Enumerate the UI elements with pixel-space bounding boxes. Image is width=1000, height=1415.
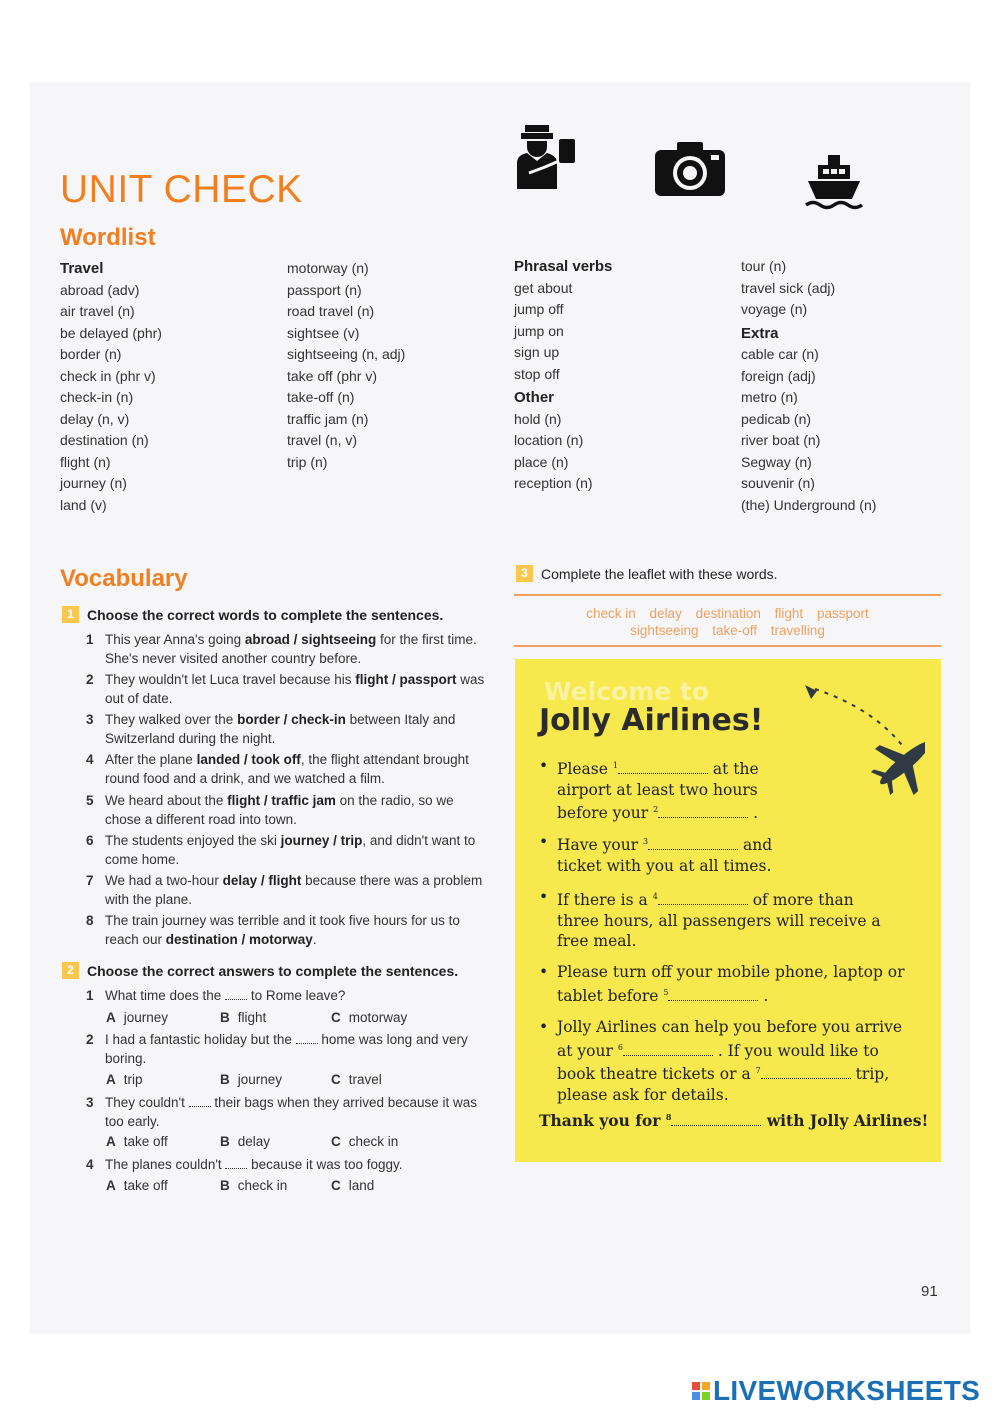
- word-item: check-in (n): [60, 389, 134, 405]
- question-text: What time does the: [105, 988, 226, 1003]
- option-a[interactable]: [106, 1010, 168, 1025]
- answer-blank: [189, 1096, 211, 1107]
- option-text: land: [348, 1178, 375, 1193]
- word-item: (the) Underground (n): [741, 496, 877, 513]
- option-letter: A: [106, 1134, 116, 1149]
- gap-number: 4: [652, 892, 658, 901]
- item-number: 4: [86, 1157, 94, 1172]
- question-text: their bags when they arrived because it was too early.: [105, 1095, 478, 1129]
- gap-8-input[interactable]: [671, 1114, 761, 1126]
- leaflet-text: with Jolly Airlines!: [761, 1111, 929, 1130]
- jolly-airlines-leaflet: [515, 659, 941, 1162]
- word-item: take off (phr v): [287, 367, 378, 384]
- option-text: check in: [237, 1178, 288, 1193]
- gap-6-input[interactable]: [623, 1044, 713, 1056]
- word-bank-item: passport: [816, 606, 869, 621]
- word-bank-item: delay: [649, 606, 682, 621]
- option-c[interactable]: [331, 1134, 398, 1149]
- option-c[interactable]: [331, 1178, 374, 1193]
- option-b[interactable]: [220, 1072, 282, 1087]
- gap-number: 3: [643, 837, 649, 846]
- word-choice[interactable]: border / check-in: [237, 712, 346, 727]
- sentence-text: This year Anna's going: [105, 632, 245, 647]
- unit-title: UNIT CHECK: [60, 168, 303, 211]
- option-text: check in: [348, 1134, 399, 1149]
- option-b[interactable]: [220, 1178, 287, 1193]
- option-text: trip: [123, 1072, 143, 1087]
- liveworksheets-logo: [692, 1375, 980, 1407]
- leaflet-welcome: Welcome to: [544, 677, 710, 706]
- option-a[interactable]: [106, 1178, 168, 1193]
- word-item: place (n): [514, 453, 569, 470]
- word-item: destination (n): [60, 432, 149, 448]
- leaflet-bullet: • If there is a $^4$ of more than three hours, all passengers will receive a free meal.: [539, 888, 881, 951]
- leaflet-text: . If you would like to book theatre tickets or a: [557, 1041, 879, 1084]
- ex2-question: [86, 987, 486, 1006]
- wordlist-column-phrasal: [514, 256, 612, 495]
- word-item: pedicab (n): [741, 410, 812, 427]
- gap-number: 6: [617, 1042, 623, 1052]
- sentence-text: , the flight attendant brought round food and a drink, and we watched a film.: [105, 752, 469, 786]
- sentence-text: was out of date.: [105, 672, 485, 706]
- word-item: check in (phr v): [60, 367, 156, 384]
- ex1-sentence: [86, 832, 486, 869]
- sentence-text: We heard about the: [105, 793, 228, 808]
- ship-icon: [804, 155, 864, 213]
- leaflet-text: If there is a: [557, 891, 653, 910]
- option-text: motorway: [348, 1010, 408, 1025]
- ex1-sentence: [86, 671, 486, 708]
- brand-name: LIVEWORKSHEETS: [713, 1375, 981, 1406]
- word-item: river boat (n): [741, 432, 821, 448]
- word-bank: [514, 594, 941, 647]
- wordlist-title: Wordlist: [60, 224, 156, 251]
- option-letter: C: [331, 1010, 341, 1025]
- word-item: jump on: [514, 322, 564, 339]
- ex2-question: [86, 1094, 486, 1131]
- item-number: 1: [86, 632, 94, 647]
- sentence-text: The train journey was terrible and it took five hours for us to reach our: [105, 913, 460, 947]
- word-choice[interactable]: abroad / sightseeing: [244, 632, 377, 647]
- leaflet-text: at the airport at least two hours before your: [557, 760, 759, 823]
- leaflet-text: of more than three hours, all passengers will receive a free meal.: [557, 891, 881, 951]
- word-bank-item: take-off: [712, 623, 758, 638]
- exercise-number: 1: [62, 606, 79, 623]
- wordlist-heading: Travel: [60, 260, 104, 277]
- option-letter: C: [331, 1134, 341, 1149]
- option-b[interactable]: [220, 1134, 270, 1149]
- exercise-1-heading: [62, 606, 443, 623]
- exercise-number: 2: [62, 962, 79, 979]
- gap-3-input[interactable]: [648, 838, 738, 850]
- sentence-text: because there was a problem with the plane.: [105, 873, 483, 907]
- sentence-text: The students enjoyed the ski: [105, 833, 281, 848]
- word-item: abroad (adv): [60, 281, 140, 298]
- word-item: sign up: [514, 344, 560, 360]
- word-item: delay (n, v): [60, 410, 130, 427]
- ex2-question: [86, 1156, 486, 1175]
- sentence-text: , and didn't want to come home.: [105, 833, 476, 867]
- word-item: travel sick (adj): [741, 279, 836, 296]
- sentence-text: We had a two-hour: [105, 873, 223, 888]
- option-letter: B: [220, 1010, 230, 1025]
- leaflet-text: and ticket with you at all times.: [557, 836, 773, 875]
- camera-icon: [653, 142, 727, 198]
- word-item: traffic jam (n): [287, 410, 369, 427]
- question-text: home was long and very boring.: [105, 1032, 468, 1066]
- word-item: be delayed (phr): [60, 324, 162, 341]
- ex1-sentence: [86, 711, 486, 748]
- option-a[interactable]: [106, 1072, 143, 1087]
- answer-blank: [225, 1158, 247, 1169]
- sentence-text: on the radio, so we chose a different road into town.: [105, 793, 454, 827]
- ex1-sentence: [86, 751, 486, 788]
- wordlist-column-extra: [741, 256, 876, 516]
- exercise-2-heading: [62, 962, 458, 979]
- word-item: souvenir (n): [741, 475, 815, 491]
- passport-officer-icon: [515, 125, 579, 197]
- option-b[interactable]: [220, 1010, 266, 1025]
- option-letter: B: [220, 1072, 230, 1087]
- item-number: 5: [86, 793, 94, 808]
- item-number: 2: [86, 1032, 94, 1047]
- option-text: take off: [123, 1134, 168, 1149]
- question-text: to Rome leave?: [247, 988, 346, 1003]
- word-choice[interactable]: journey / trip: [280, 833, 363, 848]
- leaflet-text: .: [748, 804, 759, 823]
- gap-number: 1: [612, 761, 618, 770]
- airplane-icon: [785, 681, 925, 811]
- sentence-text: After the plane: [105, 752, 197, 767]
- ex1-sentence: [86, 912, 486, 949]
- vocabulary-title: Vocabulary: [60, 565, 188, 592]
- question-text: I had a fantastic holiday but the: [105, 1032, 296, 1047]
- option-letter: C: [331, 1178, 341, 1193]
- word-choice[interactable]: destination / motorway: [165, 931, 313, 947]
- word-choice[interactable]: flight / passport: [355, 672, 457, 687]
- word-item: get about: [514, 279, 573, 296]
- leaflet-text: Please turn off your mobile phone, laptop or tablet before: [557, 963, 905, 1005]
- gap-2-input[interactable]: [658, 806, 748, 818]
- question-text: because it was too foggy.: [247, 1157, 403, 1172]
- word-item: jump off: [514, 301, 564, 317]
- question-text: The planes couldn't: [105, 1157, 226, 1172]
- word-item: take-off (n): [287, 389, 355, 405]
- option-letter: A: [106, 1072, 116, 1087]
- leaflet-bullet: • Please $^1$ at the airport at least two hours before your $^2$ .: [539, 757, 759, 823]
- leaflet-title: Jolly Airlines!: [539, 703, 764, 738]
- sentence-text: .: [312, 931, 317, 947]
- gap-1-input[interactable]: [618, 762, 708, 774]
- word-item: border (n): [60, 346, 122, 362]
- exercise-number: 3: [516, 565, 533, 582]
- option-letter: B: [220, 1178, 230, 1193]
- word-item: sightsee (v): [287, 324, 360, 341]
- item-number: 6: [86, 833, 94, 848]
- gap-number: 8: [665, 1111, 672, 1122]
- word-item: location (n): [514, 432, 584, 448]
- word-item: road travel (n): [287, 303, 375, 319]
- word-item: hold (n): [514, 410, 562, 427]
- word-item: trip (n): [287, 453, 328, 470]
- option-text: flight: [237, 1010, 267, 1025]
- exercise-3-heading: [516, 565, 778, 582]
- gap-number: 7: [755, 1066, 761, 1076]
- option-text: journey: [123, 1010, 169, 1025]
- page-number: 91: [921, 1283, 938, 1300]
- word-bank-item: destination: [695, 606, 761, 621]
- leaflet-text: Please: [557, 760, 613, 779]
- answer-blank: [225, 989, 247, 1000]
- leaflet-text: trip, please ask for details.: [557, 1065, 890, 1104]
- item-number: 2: [86, 672, 94, 687]
- leaflet-bullet: • Have your $^3$ and ticket with you at all times.: [539, 833, 773, 875]
- word-item: cable car (n): [741, 346, 819, 362]
- option-c[interactable]: [331, 1010, 407, 1025]
- item-number: 3: [86, 1095, 94, 1110]
- word-bank-item: flight: [774, 606, 804, 621]
- sentence-text: for the first time. She's never visited another country before.: [105, 632, 477, 666]
- word-item: foreign (adj): [741, 367, 816, 384]
- gap-7-input[interactable]: [761, 1067, 851, 1079]
- word-item: Segway (n): [741, 453, 812, 470]
- word-choice[interactable]: landed / took off: [196, 752, 301, 767]
- item-number: 4: [86, 752, 94, 767]
- word-item: sightseeing (n, adj): [287, 346, 406, 362]
- option-text: delay: [237, 1134, 271, 1149]
- exercise-instruction: Complete the leaflet with these words.: [541, 565, 778, 582]
- option-letter: C: [331, 1072, 341, 1087]
- item-number: 1: [86, 988, 94, 1003]
- sentence-text: between Italy and Switzerland during the night.: [105, 712, 456, 746]
- word-choice[interactable]: flight / traffic jam: [227, 793, 336, 808]
- item-number: 8: [86, 913, 94, 928]
- wordlist-column-travel: [60, 258, 162, 516]
- option-text: take off: [123, 1178, 168, 1193]
- word-item: voyage (n): [741, 301, 808, 317]
- wordlist-column-2: [287, 258, 405, 473]
- word-item: tour (n): [741, 258, 787, 274]
- word-item: flight (n): [60, 453, 111, 470]
- option-a[interactable]: [106, 1134, 168, 1149]
- question-text: They couldn't: [105, 1095, 189, 1110]
- sentence-text: They wouldn't let Luca travel because his: [105, 672, 356, 687]
- word-item: air travel (n): [60, 303, 135, 319]
- wordlist-heading: Extra: [741, 324, 779, 342]
- item-number: 7: [86, 873, 94, 888]
- word-item: passport (n): [287, 281, 362, 298]
- ex1-sentence: [86, 872, 486, 909]
- liveworksheets-icon: [692, 1382, 710, 1400]
- option-letter: B: [220, 1134, 230, 1149]
- leaflet-thanks: [539, 1111, 928, 1130]
- answer-blank: [296, 1033, 318, 1044]
- wordlist-heading: Other: [514, 389, 555, 406]
- ex1-sentence: [86, 792, 486, 829]
- ex2-question: [86, 1031, 486, 1068]
- exercise-instruction: Choose the correct answers to complete the sentences.: [87, 962, 459, 979]
- word-item: land (v): [60, 496, 107, 513]
- option-letter: A: [106, 1010, 116, 1025]
- word-bank-item: check in: [586, 606, 636, 621]
- leaflet-text: Jolly Airlines can help you before you arrive at your: [557, 1018, 903, 1060]
- word-item: journey (n): [60, 475, 127, 491]
- leaflet-text: .: [758, 986, 769, 1005]
- gap-number: 2: [653, 805, 659, 815]
- gap-number: 5: [663, 987, 669, 997]
- word-bank-item: sightseeing: [630, 623, 699, 638]
- sentence-text: They walked over the: [105, 712, 238, 727]
- leaflet-text: Have your: [557, 836, 644, 855]
- word-item: metro (n): [741, 389, 798, 405]
- leaflet-bullet: • Please turn off your mobile phone, laptop or tablet before $^5$ .: [539, 963, 905, 1005]
- word-item: motorway (n): [287, 260, 369, 276]
- ex1-sentence: [86, 631, 486, 668]
- exercise-instruction: Choose the correct words to complete the sentences.: [87, 606, 444, 623]
- leaflet-text: Thank you for: [539, 1111, 666, 1130]
- option-text: journey: [237, 1072, 283, 1087]
- wordlist-heading: Phrasal verbs: [514, 258, 613, 275]
- word-item: stop off: [514, 365, 560, 382]
- word-item: reception (n): [514, 475, 593, 491]
- word-choice[interactable]: delay / flight: [222, 873, 302, 888]
- gap-4-input[interactable]: [658, 893, 748, 905]
- leaflet-bullet: • Jolly Airlines can help you before you arrive at your $^6$ . If you would like to book theatre tickets or a $^7$ trip, please ask for details.: [539, 1018, 903, 1104]
- gap-5-input[interactable]: [668, 989, 758, 1001]
- item-number: 3: [86, 712, 94, 727]
- word-bank-item: travelling: [770, 623, 825, 638]
- option-c[interactable]: [331, 1072, 382, 1087]
- word-item: travel (n, v): [287, 432, 358, 448]
- option-letter: A: [106, 1178, 116, 1193]
- option-text: travel: [348, 1072, 382, 1087]
